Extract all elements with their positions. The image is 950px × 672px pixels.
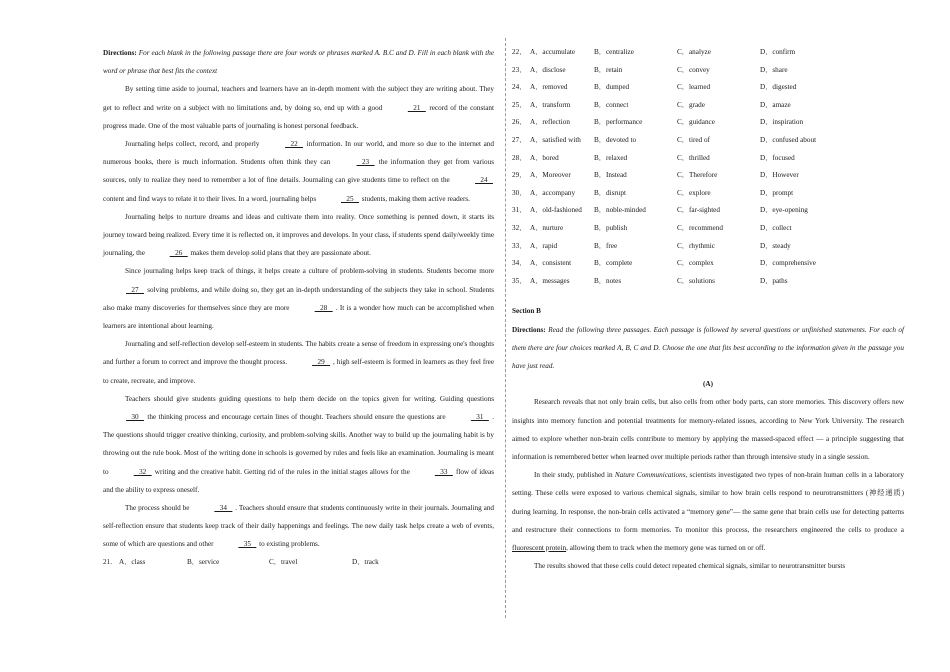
text-span: solving problems, and while doing so, they get an in-depth understanding of the subjects they take in school. Students also make many discoveries for themselves since they are more [103,285,494,312]
blank-23: 23 [356,158,375,167]
option-number: 28． [512,153,527,162]
text-span: writing and the creative habit. Getting rid of the rules in the initial stages allows for the [154,467,410,476]
blank-34: 34 [214,504,233,513]
option-c: C．guidance [677,118,715,127]
reading-directions [512,321,904,376]
option-row-32 [512,220,904,238]
option-row-30 [512,185,904,203]
blank-28: 28 [314,303,333,312]
option-b: B．devoted to [594,135,637,144]
journal-name: Nature Communications [614,471,686,480]
option-row-33 [512,238,904,256]
option-b: B．relaxed [594,153,628,162]
option-row-35 [512,273,904,291]
option-number: 31． [512,206,527,215]
option-row-28 [512,150,904,168]
blank-32: 32 [133,467,152,476]
passage-a-paragraph-2 [512,466,904,557]
option-row-34 [512,255,904,273]
section-b-title: Section B [512,307,541,316]
option-d: D．track [352,557,379,566]
option-a: A．messages [530,276,570,285]
option-row-26 [512,114,904,132]
blank-33: 33 [434,467,453,476]
option-a: A．accompany [530,188,576,197]
directions-label: Directions: [103,49,137,57]
option-b: B．connect [594,100,629,109]
option-row-22 [512,44,904,62]
cloze-paragraph-6 [103,390,494,499]
blank-30: 30 [126,413,144,422]
text-span: . Teachers should ensure that students continuously write in their journals. Journaling and self-reflection ensure that students keep track of their daily happenings and feelings. The new daily task helps create a web of events, some of which are questions and other [103,504,495,549]
blank-35: 35 [238,540,257,549]
option-b: B．complete [594,259,633,268]
options-list [512,44,904,290]
text-span: The process should be [125,504,190,513]
text-span: the information they get from various sources, only to realize they need to remember a lot of fine details. Journaling can give students time to reflect on the [103,158,494,185]
text-span: . It is a wonder how much can be accomplished when learners are intentional about learning. [103,303,495,331]
option-c: C．thrilled [677,153,710,162]
option-c: C．Therefore [677,171,718,180]
option-number: 22． [512,48,527,56]
option-c: C．learned [677,83,711,92]
directions-text: Read the following three passages. Each passage is followed by several questions or unfinished statements. For each of them there are four choices marked A, B, C and D. Choose the one that fits best according to the information given in the passage you have just read. [512,325,904,370]
text-span: Journaling helps collect, record, and properly [125,140,260,149]
cloze-directions [103,44,494,80]
option-row-27 [512,132,904,150]
option-c: C．rhythmic [677,241,715,250]
left-column [103,44,494,571]
option-b: B．free [594,241,618,250]
option-d: D．comprehensive [760,259,816,268]
text-span: , scientists investigated two types of non-brain human cells in a laboratory setting. These cells were exposed to various chemical signals, similar to how brain cells respond to neurotransmitters (神经递质) during learning. In response, the non-brain cells activated a “memory gene”— the same gene that brain cells use for detecting patterns and restructure their connections to form memories. To monitor this process, the researchers engineered the cells to produce a [512,471,904,534]
option-b: B．service [187,557,220,566]
underlined-term: fluorescent protein [512,543,567,552]
option-a: A．satisfied with [530,135,581,144]
option-c: C．solutions [677,276,715,285]
option-c: C．complex [677,259,714,268]
text-span: information. In our world, and more so due to the internet and numerous books, there is much information. Students often think they can [103,140,494,167]
blank-24: 24 [475,176,493,185]
text-span: the thinking process and encourage certain lines of thought. Teachers should ensure the questions are [147,413,446,422]
option-c: C．tired of [677,135,710,144]
option-c: C．far-sighted [677,206,720,215]
option-row-31 [512,202,904,220]
cloze-paragraph-1 [103,80,494,135]
text-span: Teachers should give students guiding questions to help them decide on the topics given for writing. Guiding questions [125,394,494,403]
text-span: record of the constant progress made. One of the most valuable parts of journaling is honest personal feedback. [103,103,495,130]
blank-25: 25 [340,194,359,203]
cloze-paragraph-2 [103,135,494,208]
option-d: D．amaze [760,100,791,109]
option-row-23 [512,62,904,80]
option-d: D．prompt [760,188,794,197]
option-a: A．disclose [530,65,566,74]
blank-26: 26 [169,249,188,258]
option-c: C．recommend [677,223,723,232]
passage-a-paragraph-3: The results showed that these cells could detect repeated chemical signals, similar to neurotransmitter bursts [534,562,846,571]
option-b: B．noble-minded [594,206,646,215]
option-d: D．collect [760,223,792,232]
option-c: C．travel [269,557,298,566]
option-d: D．inspiration [760,118,804,127]
option-number: 23． [512,65,527,74]
text-span: flow of ideas and the ability to express oneself. [103,467,495,494]
option-number: 33． [512,241,527,250]
text-span: to existing problems. [259,540,320,549]
option-a: A．class [119,557,146,566]
passage-a-label: (A) [703,380,713,389]
option-number: 35． [512,276,527,285]
blank-21: 21 [407,103,426,112]
text-span: By setting time aside to journal, teachers and learners have an in-depth moment with the subject they are writing about. They get to reflect and write on a subject with no limitations and, by doing so, end up with a good [103,85,494,112]
text-span: makes them develop solid plans that they are passionate about. [190,249,371,258]
option-number: 26． [512,118,527,127]
option-a: A．reflection [530,118,570,127]
option-a: A．rapid [530,241,558,250]
option-c: C．explore [677,188,711,197]
option-number: 29． [512,171,527,180]
option-a: A．nurture [530,223,564,232]
option-a: A．Moreover [530,171,571,180]
option-b: B．dumped [594,83,630,92]
text-span: , high self-esteem is formed in learners as they feel free to create, recreate, and improve. [103,358,495,385]
column-divider [505,38,506,618]
text-span: , allowing them to track when the memory gene was turned on or off. [566,543,766,552]
option-a: A．removed [530,83,568,92]
text-span: Journaling helps to nurture dreams and ideas and cultivate them into reality. Once something is penned down, it starts its journey toward being realized. Every time it is reflected on, it improves and develops. In your class, if students spend daily/weekly time journaling, the [103,212,495,258]
option-d: D．digested [760,83,797,92]
text-span: Since journaling helps keep track of things, it helps create a culture of problem-solving in students. Students become more [125,267,494,276]
text-span: students, making them active readers. [361,194,470,203]
option-a: A．old-fashioned [530,206,582,215]
option-a: A．consistent [530,259,572,268]
option-d: D．focused [760,153,795,162]
option-c: C．analyze [677,48,711,56]
blank-27: 27 [126,285,144,294]
text-span: In their study, published in [534,471,613,480]
option-a: A．bored [530,153,559,162]
directions-label: Directions: [512,325,546,334]
option-b: B．performance [594,118,643,127]
option-d: D．confirm [760,48,796,56]
text-span: Journaling and self-reflection develop self-esteem in students. The habits create a sense of freedom in expressing one's thoughts and further a forum to correct and improve the thought process. [103,340,494,367]
option-b: B．Instead [594,171,627,180]
option-row-24 [512,79,904,97]
cloze-paragraph-3 [103,208,494,263]
cloze-paragraph-5 [103,335,494,390]
option-a: A．accumulate [530,48,576,56]
text-span: . The questions should trigger creative thinking, curiosity, and problem-solving skills. Another way to build up the journaling habit is by throwing out the rule book. Most of the writing done in schools is governed by rules and feels like an examination. Journaling is meant to [103,413,495,476]
option-b: B．disrupt [594,188,626,197]
option-row-29 [512,167,904,185]
passage-a-paragraph-1: Research reveals that not only brain cells, but also cells from other body parts, can store memories. This discovery offers new insights into memory function and potential treatments for memory-related issues, according to New York University. The research aimed to explore whether non-brain cells contribute to memory by applying the massed-spaced effect — a principle suggesting that information is remembered better when learned over multiple periods rather than through intensive study in a single session. [512,398,904,461]
option-b: B．notes [594,276,622,285]
option-d: D．share [760,65,788,74]
option-a: A．transform [530,100,571,109]
option-d: D．steady [760,241,791,250]
directions-text: For each blank in the following passage there are four words or phrases marked A. B.C and D. Fill in each blank with the word or phrase that best fits the context [103,49,495,76]
blank-22: 22 [285,140,304,149]
option-row-25 [512,97,904,115]
cloze-paragraph-7 [103,499,494,554]
cloze-paragraph-4 [103,262,494,335]
option-row-21 [103,554,494,572]
option-d: D．eye-opening [760,206,808,215]
option-b: B．publish [594,223,628,232]
option-b: B．centralize [594,48,634,56]
option-number: 30． [512,188,527,197]
blank-29: 29 [312,358,331,367]
option-b: B．retain [594,65,623,74]
option-number: 34． [512,259,527,268]
blank-31: 31 [470,413,489,422]
option-d: D．However [760,171,799,180]
option-d: D．paths [760,276,788,285]
option-c: C．convey [677,65,710,74]
option-d: D．confused about [760,135,817,144]
option-number: 25． [512,100,527,109]
option-c: C．grade [677,100,705,109]
option-number: 24． [512,83,527,92]
text-span: content and find ways to relate it to their lives. In a word, journaling helps [103,194,317,203]
option-number: 21. [103,557,112,566]
option-number: 27． [512,135,527,144]
right-column [512,44,904,575]
option-number: 32． [512,223,527,232]
